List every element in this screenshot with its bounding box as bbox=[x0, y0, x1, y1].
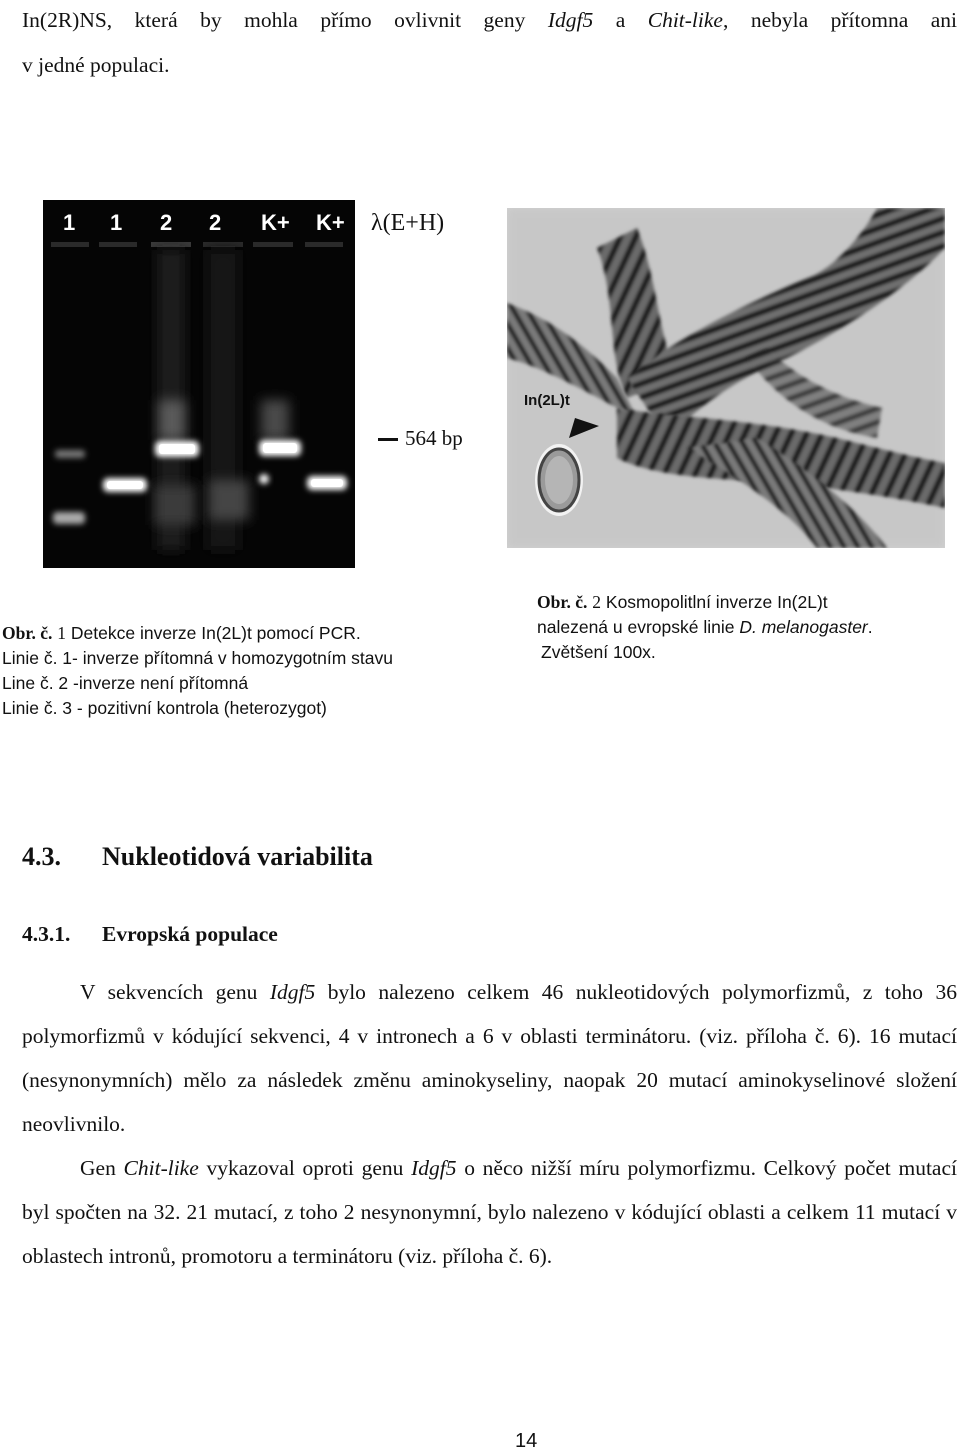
figure2-caption-line: Zvětšení 100x. bbox=[541, 642, 656, 662]
lane-label: 2 bbox=[209, 210, 222, 235]
figure2-caption-line: nalezená u evropské linie D. melanogaster. bbox=[537, 617, 873, 637]
lane-label: 1 bbox=[63, 210, 76, 235]
band-lane1a bbox=[55, 450, 85, 458]
gene-name: Chit-like bbox=[647, 8, 723, 32]
gene-name: Idgf5 bbox=[411, 1156, 457, 1180]
subsection-heading bbox=[22, 922, 278, 947]
lane-label: 1 bbox=[110, 210, 123, 235]
band-kplus-a-upper-core bbox=[263, 443, 297, 453]
gel-well bbox=[151, 242, 191, 247]
intro-line-1: In(2R)NS, která by mohla přímo ovlivnit geny Idgf5 a Chit-like, nebyla přítomna ani bbox=[22, 8, 957, 32]
marker-line bbox=[378, 438, 398, 441]
figure1-caption-line: Linie č. 1- inverze přítomná v homozygotním stavu bbox=[2, 648, 394, 668]
pcr-gel-image bbox=[43, 200, 355, 568]
intro-line-2: v jedné populaci. bbox=[22, 53, 170, 77]
body-text bbox=[22, 970, 957, 1278]
figure1-caption-line: Line č. 2 -inverze není přítomná bbox=[2, 673, 249, 693]
band-lane1b-core bbox=[107, 481, 143, 489]
band-lane2a-smear bbox=[155, 485, 195, 525]
gel-well bbox=[51, 242, 89, 247]
gel-well bbox=[305, 242, 343, 247]
micrograph-image bbox=[507, 208, 945, 548]
gel-spot bbox=[259, 474, 269, 484]
paragraph: Gen Chit-like vykazoval oproti genu Idgf5 o něco nižší míru polymorfizmu. Celkový počet mutací byl spočten na 32. 21 mutací, z toho 2 nesynonymní, bylo nalezeno v kódující oblasti a celkem 11 mutací v oblastech intronů, promotoru a terminátoru (viz. příloha č. 6). bbox=[22, 1156, 957, 1268]
gel-bands bbox=[43, 200, 355, 568]
chromosome-micrograph bbox=[507, 208, 945, 548]
paragraph: V sekvencích genu Idgf5 bylo nalezeno celkem 46 nukleotidových polymorfizmů, z toho 36 polymorfizmů v kódující sekvenci, 4 v intronech a 6 v oblasti terminátoru. (viz. příloha č. 6). 16 mutací (nesynonymních) mělo za následek změnu aminokyseliny, naopak 20 mutací aminokyselinové složení neovlivnilo. bbox=[22, 980, 957, 1136]
gene-name: Idgf5 bbox=[269, 980, 316, 1004]
ladder-label: λ(E+H) bbox=[371, 210, 445, 236]
figure1-caption-line: Linie č. 3 - pozitivní kontrola (heterozygot) bbox=[2, 698, 327, 718]
gene-name: Chit-like bbox=[123, 1156, 199, 1180]
section-number: 4.3. bbox=[22, 842, 61, 871]
lane-label: K+ bbox=[316, 210, 345, 235]
gel-well bbox=[253, 242, 293, 247]
gel-well bbox=[99, 242, 137, 247]
lane-label: K+ bbox=[261, 210, 290, 235]
band-smear bbox=[261, 400, 289, 440]
bubble-core bbox=[545, 456, 573, 504]
figure1-caption-title: Obr. č. 1 Detekce inverze In(2L)t pomocí PCR. bbox=[2, 623, 361, 643]
section-title: Nukleotidová variabilita bbox=[102, 842, 373, 871]
figure2-caption bbox=[537, 590, 957, 665]
species-name: D. melanogaster bbox=[739, 617, 868, 637]
gel-well bbox=[203, 242, 243, 247]
subsection-number: 4.3.1. bbox=[22, 922, 71, 946]
band-lane2b-smear bbox=[209, 480, 249, 520]
band-lane2a-core bbox=[159, 444, 195, 454]
page-number: 14 bbox=[515, 1430, 538, 1452]
band-lane1a-low bbox=[53, 512, 85, 524]
subsection-title: Evropská populace bbox=[102, 922, 278, 946]
marker-label: 564 bp bbox=[405, 426, 463, 450]
lane-label: 2 bbox=[160, 210, 173, 235]
band-kplus-b-core bbox=[311, 479, 343, 487]
inversion-label: In(2L)t bbox=[524, 392, 570, 409]
intro-paragraph bbox=[22, 0, 957, 88]
figure2-caption-title: Obr. č. 2 Kosmopolitlní inverze In(2L)t bbox=[537, 592, 828, 612]
figure1-caption bbox=[2, 621, 442, 721]
section-heading bbox=[22, 842, 373, 872]
band-smear bbox=[159, 400, 185, 440]
gene-name: Idgf5 bbox=[547, 8, 594, 32]
